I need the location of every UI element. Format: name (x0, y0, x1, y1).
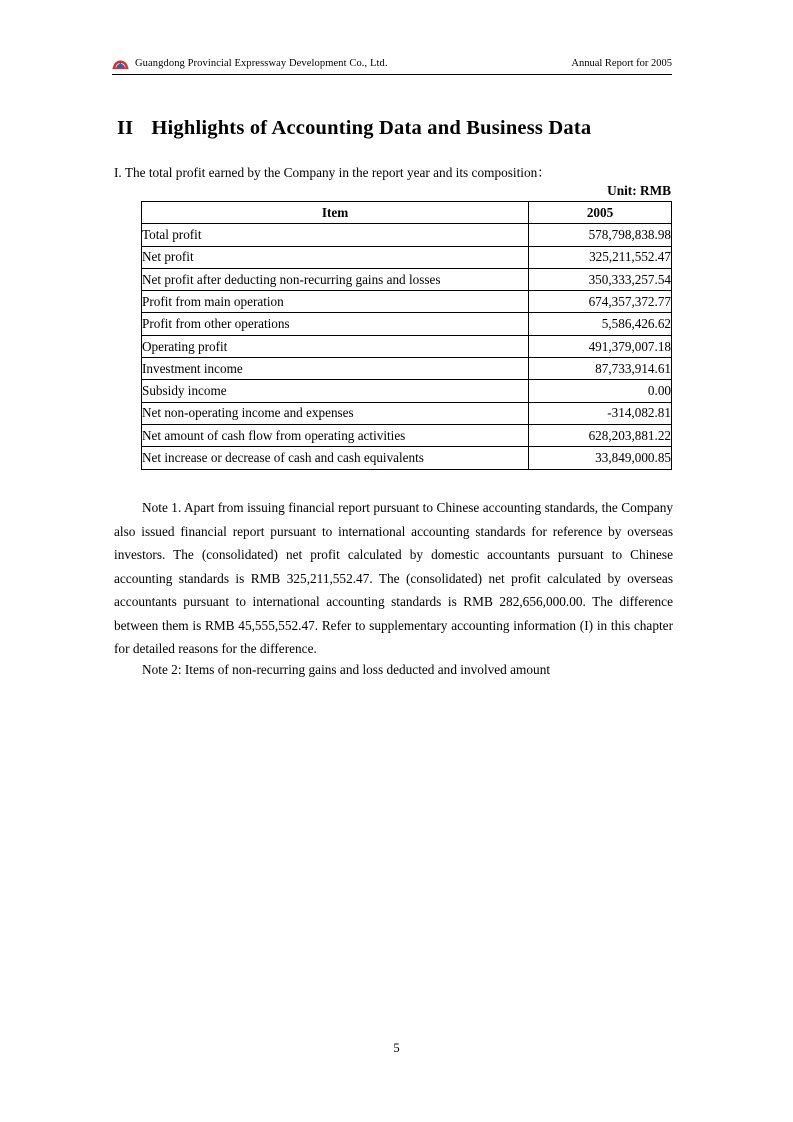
note-2-paragraph: Note 2: Items of non-recurring gains and loss deducted and involved amount (142, 662, 551, 678)
profit-composition-table (141, 201, 672, 470)
table-row (142, 268, 672, 290)
table-row (142, 224, 672, 246)
company-arch-logo-icon (112, 57, 129, 70)
chapter-title-text: Highlights of Accounting Data and Business Data (151, 116, 592, 139)
note-1-paragraph: Note 1. Apart from issuing financial report pursuant to Chinese accounting standards, the Company also issued financial report pursuant to international accounting standards for reference by overseas investors. The (consolidated) net profit calculated by domestic accountants pursuant to Chinese accounting standards is RMB 325,211,552.47. The (consolidated) net profit calculated by overseas accountants pursuant to international accounting standards is RMB 282,656,000.00. The difference between them is RMB 45,555,552.47. Refer to supplementary accounting information (I) in this chapter for detailed reasons for the difference. (114, 500, 673, 657)
table-row (142, 402, 672, 424)
row-value: 674,357,372.77 (529, 291, 672, 313)
table-row (142, 380, 672, 402)
header-divider-rule (112, 74, 672, 75)
row-label: Operating profit (142, 335, 529, 357)
row-value: 325,211,552.47 (529, 246, 672, 268)
row-label: Net increase or decrease of cash and cash equivalents (142, 447, 529, 469)
row-value: 0.00 (529, 380, 672, 402)
column-header-item: Item (142, 202, 529, 224)
table-row (142, 358, 672, 380)
table-row (142, 313, 672, 335)
table-row (142, 424, 672, 446)
table-unit-label: Unit: RMB (607, 183, 671, 198)
row-label: Net amount of cash flow from operating activities (142, 424, 529, 446)
table-row (142, 335, 672, 357)
row-label: Net profit after deducting non-recurring gains and losses (142, 268, 529, 290)
table-row (142, 246, 672, 268)
running-header (112, 52, 672, 74)
table-header-row (142, 202, 672, 224)
row-label: Investment income (142, 358, 529, 380)
page-number: 5 (393, 1041, 400, 1055)
row-label: Total profit (142, 224, 529, 246)
row-value: -314,082.81 (529, 402, 672, 424)
header-left-group (112, 57, 388, 70)
row-value: 350,333,257.54 (529, 268, 672, 290)
header-report-label: Annual Report for 2005 (571, 57, 672, 69)
row-value: 628,203,881.22 (529, 424, 672, 446)
row-label: Profit from main operation (142, 291, 529, 313)
header-company-name: Guangdong Provincial Expressway Development Co., Ltd. (135, 57, 388, 69)
row-label: Subsidy income (142, 380, 529, 402)
row-value: 33,849,000.85 (529, 447, 672, 469)
page-title (117, 117, 591, 140)
chapter-number: II (117, 116, 134, 139)
row-label: Profit from other operations (142, 313, 529, 335)
table-row (142, 291, 672, 313)
row-label: Net profit (142, 246, 529, 268)
table-row (142, 447, 672, 469)
row-label: Net non-operating income and expenses (142, 402, 529, 424)
row-value: 578,798,838.98 (529, 224, 672, 246)
row-value: 5,586,426.62 (529, 313, 672, 335)
row-value: 87,733,914.61 (529, 358, 672, 380)
section-intro-text: I. The total profit earned by the Company in the report year and its composition： (114, 165, 551, 180)
column-header-year: 2005 (529, 202, 672, 224)
row-value: 491,379,007.18 (529, 335, 672, 357)
table-body (142, 224, 672, 469)
